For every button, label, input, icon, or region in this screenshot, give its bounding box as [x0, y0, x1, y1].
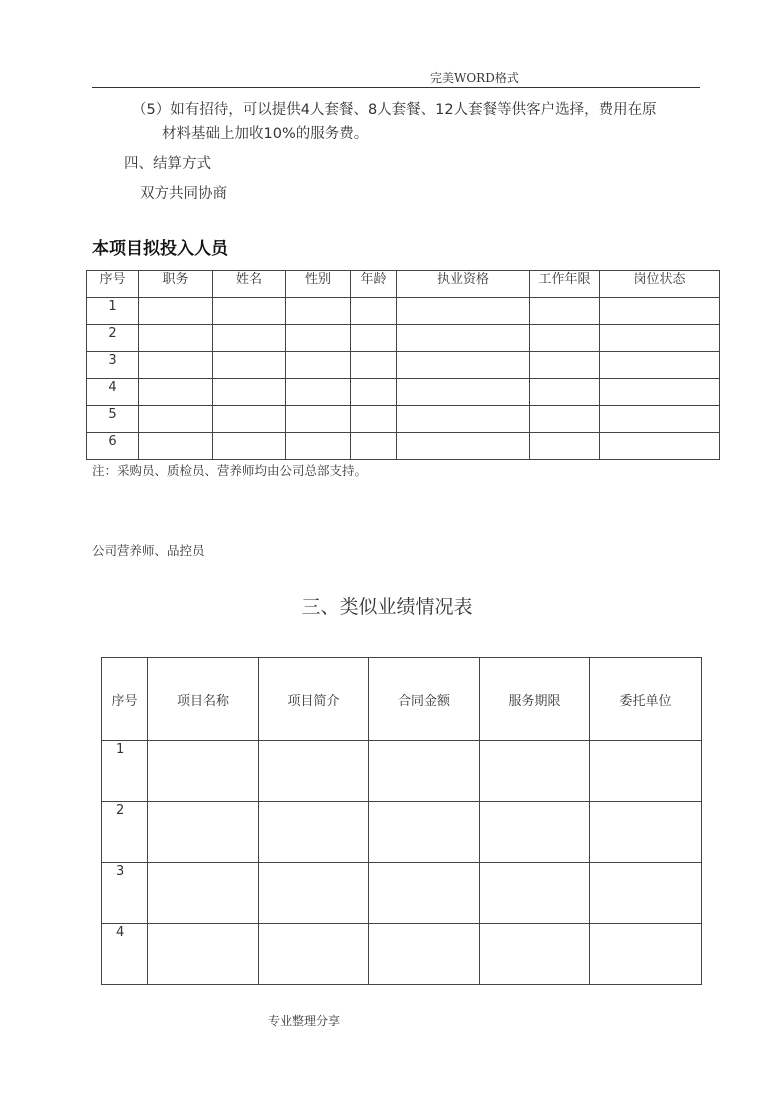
settlement-heading: 四、结算方式 — [124, 156, 211, 172]
row-number: 4 — [87, 379, 139, 406]
table-cell — [286, 298, 351, 325]
table-row — [87, 406, 720, 433]
column-header: 合同金额 — [369, 658, 480, 741]
column-header: 序号 — [87, 271, 139, 298]
table-cell — [397, 352, 530, 379]
table-row — [87, 325, 720, 352]
table-row — [87, 352, 720, 379]
table-cell — [213, 433, 286, 460]
table-cell — [286, 433, 351, 460]
table-cell — [480, 802, 590, 863]
column-header: 项目简介 — [259, 658, 369, 741]
table-cell — [139, 325, 213, 352]
table-cell — [397, 379, 530, 406]
column-header: 执业资格 — [397, 271, 530, 298]
table-cell — [600, 406, 720, 433]
table-cell — [530, 298, 600, 325]
table-cell — [369, 863, 480, 924]
row-number: 4 — [102, 924, 148, 985]
performance-section-title: 三、类似业绩情况表 — [301, 596, 473, 618]
table-cell — [590, 863, 702, 924]
column-header: 年龄 — [351, 271, 397, 298]
table-cell — [351, 298, 397, 325]
row-number: 1 — [102, 741, 148, 802]
header-divider — [92, 87, 700, 88]
table-cell — [600, 352, 720, 379]
personnel-note: 注：采购员、质检员、营养师均由公司总部支持。 — [92, 463, 368, 478]
column-header: 岗位状态 — [600, 271, 720, 298]
column-header: 工作年限 — [530, 271, 600, 298]
table-cell — [259, 802, 369, 863]
table-row — [87, 433, 720, 460]
table-cell — [139, 433, 213, 460]
table-cell — [351, 352, 397, 379]
column-header: 项目名称 — [148, 658, 259, 741]
table-cell — [600, 325, 720, 352]
paragraph-hospitality-line2: 材料基础上加收10%的服务费。 — [162, 126, 369, 142]
table-cell — [590, 741, 702, 802]
table-cell — [600, 379, 720, 406]
personnel-note-secondary: 公司营养师、品控员 — [92, 543, 205, 558]
column-header: 性别 — [286, 271, 351, 298]
column-header: 职务 — [139, 271, 213, 298]
settlement-text: 双方共同协商 — [140, 186, 227, 202]
table-cell — [286, 406, 351, 433]
table-row — [102, 924, 702, 985]
table-cell — [480, 863, 590, 924]
table-cell — [600, 298, 720, 325]
row-number: 3 — [87, 352, 139, 379]
table-cell — [590, 924, 702, 985]
table-cell — [530, 406, 600, 433]
row-number: 2 — [102, 802, 148, 863]
table-cell — [590, 802, 702, 863]
table-cell — [600, 433, 720, 460]
table-cell — [286, 379, 351, 406]
table-cell — [139, 298, 213, 325]
page-header-title: 完美WORD格式 — [430, 71, 519, 85]
table-cell — [397, 433, 530, 460]
table-cell — [213, 352, 286, 379]
row-number: 6 — [87, 433, 139, 460]
table-row — [102, 741, 702, 802]
table-row — [87, 379, 720, 406]
table-header-row — [102, 658, 702, 741]
table-row — [102, 863, 702, 924]
row-number: 2 — [87, 325, 139, 352]
column-header: 序号 — [102, 658, 148, 741]
table-cell — [351, 406, 397, 433]
row-number: 5 — [87, 406, 139, 433]
table-cell — [148, 924, 259, 985]
table-cell — [351, 433, 397, 460]
table-cell — [139, 352, 213, 379]
table-cell — [530, 352, 600, 379]
personnel-section-title: 本项目拟投入人员 — [92, 239, 228, 259]
table-cell — [397, 298, 530, 325]
table-cell — [148, 741, 259, 802]
performance-table — [101, 657, 702, 985]
table-header-row — [87, 271, 720, 298]
personnel-table — [86, 270, 720, 460]
page-footer: 专业整理分享 — [268, 1014, 341, 1028]
table-cell — [480, 924, 590, 985]
table-row — [87, 298, 720, 325]
table-cell — [530, 325, 600, 352]
table-cell — [351, 379, 397, 406]
column-header: 委托单位 — [590, 658, 702, 741]
table-cell — [397, 325, 530, 352]
table-cell — [369, 924, 480, 985]
table-cell — [259, 863, 369, 924]
table-cell — [369, 741, 480, 802]
table-cell — [148, 863, 259, 924]
table-cell — [530, 433, 600, 460]
table-cell — [397, 406, 530, 433]
table-cell — [213, 325, 286, 352]
table-row — [102, 802, 702, 863]
table-cell — [213, 298, 286, 325]
table-cell — [286, 325, 351, 352]
table-cell — [259, 741, 369, 802]
column-header: 服务期限 — [480, 658, 590, 741]
table-cell — [213, 379, 286, 406]
table-cell — [259, 924, 369, 985]
table-cell — [351, 325, 397, 352]
row-number: 3 — [102, 863, 148, 924]
table-cell — [480, 741, 590, 802]
table-cell — [369, 802, 480, 863]
table-cell — [139, 379, 213, 406]
table-cell — [148, 802, 259, 863]
table-cell — [286, 352, 351, 379]
table-cell — [213, 406, 286, 433]
row-number: 1 — [87, 298, 139, 325]
table-cell — [139, 406, 213, 433]
paragraph-hospitality-line1: （5）如有招待，可以提供4人套餐、8人套餐、12人套餐等供客户选择，费用在原 — [132, 102, 657, 118]
table-cell — [530, 379, 600, 406]
column-header: 姓名 — [213, 271, 286, 298]
